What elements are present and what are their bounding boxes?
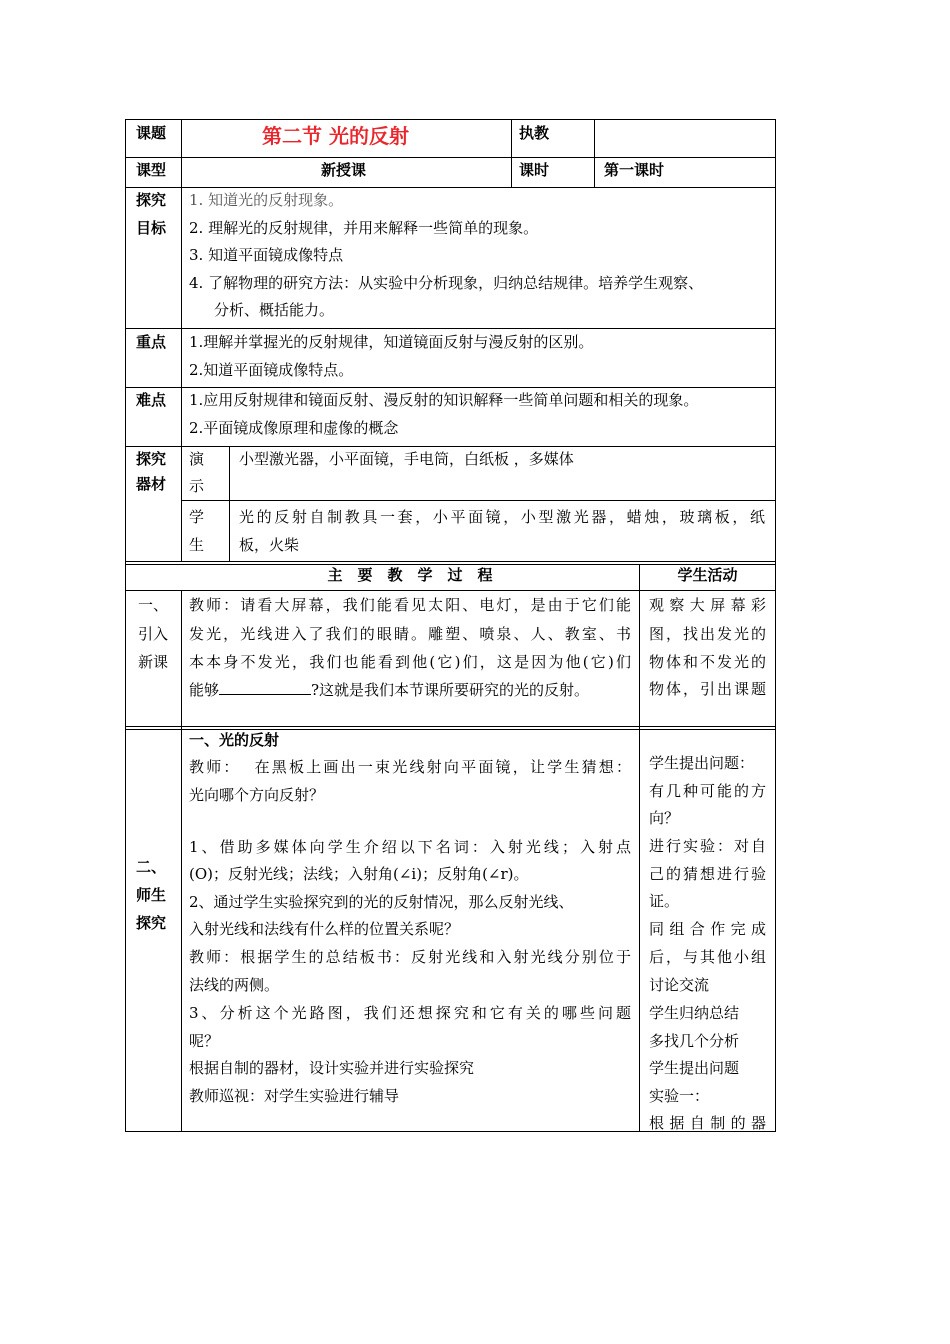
section2-label: 二、 bbox=[136, 858, 167, 876]
key-point-item: 2.知道平面镜成像特点。 bbox=[189, 361, 354, 379]
difficulty-item: 2.平面镜成像原理和虚像的概念 bbox=[189, 419, 399, 437]
table-border bbox=[125, 387, 776, 388]
student-label: 生 bbox=[189, 536, 205, 554]
section1-line: 本本身不发光，我们也能看到他(它)们，这是因为他(它)们 bbox=[189, 653, 631, 671]
section2-activity: 多找几个分析 bbox=[649, 1032, 740, 1050]
teacher-label: 执教 bbox=[519, 124, 550, 142]
table-border bbox=[639, 564, 640, 1131]
difficulty-item: 1.应用反射规律和镜面反射、漫反射的知识解释一些简单问题和相关的现象。 bbox=[189, 391, 699, 409]
demo-label: 演 bbox=[189, 450, 205, 468]
process-header: 主 要 教 学 过 程 bbox=[327, 566, 493, 584]
section2-activity: 学生归纳总结 bbox=[649, 1004, 740, 1022]
section2-activity: 同组合作完成 bbox=[649, 920, 766, 938]
student-materials: 板，火柴 bbox=[239, 536, 300, 554]
section2-line: 教师： 在黑板上画出一束光线射向平面镜，让学生猜想： bbox=[189, 758, 631, 776]
section1-activity: 物体，引出课题 bbox=[649, 680, 766, 698]
goals-label: 探究 bbox=[136, 191, 167, 209]
table-border bbox=[125, 726, 776, 727]
student-label: 学 bbox=[189, 508, 205, 526]
table-border bbox=[125, 187, 776, 188]
section1-label: 新课 bbox=[138, 653, 169, 671]
section1-line bbox=[189, 680, 589, 699]
section2-activity: 学生提出问题 bbox=[649, 1059, 740, 1077]
table-border bbox=[125, 564, 776, 565]
table-border bbox=[775, 119, 776, 1132]
table-border bbox=[125, 157, 776, 158]
table-border bbox=[181, 119, 182, 562]
table-border bbox=[125, 561, 776, 562]
section2-line: 呢？ bbox=[189, 1032, 220, 1050]
section2-activity: 学生提出问题： bbox=[649, 754, 755, 772]
goal-item: 3. 知道平面镜成像特点 bbox=[189, 246, 344, 264]
section1-line-end: ?这就是我们本节课所要研究的光的反射。 bbox=[311, 681, 590, 699]
section2-line: 2、通过学生实验探究到的光的反射情况，那么反射光线、 bbox=[189, 893, 574, 911]
section2-label: 探究 bbox=[136, 914, 167, 932]
materials-label: 器材 bbox=[136, 475, 167, 493]
section1-activity: 观察大屏幕彩 bbox=[649, 596, 766, 614]
section2-activity: 后，与其他小组 bbox=[649, 948, 766, 966]
table-border bbox=[511, 119, 512, 188]
table-border bbox=[125, 446, 776, 447]
table-border bbox=[181, 590, 182, 1131]
difficulties-label: 难点 bbox=[136, 391, 167, 409]
goal-item: 2. 理解光的反射规律，并用来解释一些简单的现象。 bbox=[189, 219, 539, 237]
section2-line: 教师巡视：对学生实验进行辅导 bbox=[189, 1087, 400, 1105]
table-border bbox=[125, 328, 776, 329]
section1-line: 发光，光线进入了我们的眼睛。雕塑、喷泉、人、教室、书 bbox=[189, 625, 631, 643]
section2-line: 教师：根据学生的总结板书：反射光线和入射光线分别位于 bbox=[189, 948, 631, 966]
table-border bbox=[125, 119, 126, 1132]
section1-line-start: 能够 bbox=[189, 681, 220, 699]
section2-activity: 向？ bbox=[649, 809, 680, 827]
demo-label: 示 bbox=[189, 477, 205, 495]
section2-activity: 有几种可能的方 bbox=[649, 782, 766, 800]
period-label: 课时 bbox=[519, 161, 550, 179]
section1-label: 一、 bbox=[138, 596, 169, 614]
section2-line: 法线的两侧。 bbox=[189, 976, 280, 994]
goal-item: 4. 了解物理的研究方法：从实验中分析现象，归纳总结规律。培养学生观察、 bbox=[189, 274, 704, 292]
table-border bbox=[229, 446, 230, 562]
section2-label: 师生 bbox=[136, 886, 167, 904]
section2-line: 1、借助多媒体向学生介绍以下名词：入射光线；入射点 bbox=[189, 838, 631, 856]
key-points-label: 重点 bbox=[136, 333, 167, 351]
table-border bbox=[181, 500, 776, 501]
topic-label: 课题 bbox=[136, 124, 167, 142]
lesson-title: 第二节 光的反射 bbox=[262, 124, 409, 148]
type-value: 新授课 bbox=[321, 161, 367, 179]
section2-line: 3、分析这个光路图，我们还想探究和它有关的哪些问题 bbox=[189, 1004, 631, 1022]
section1-label: 引入 bbox=[138, 625, 169, 643]
goal-item: 1. 知道光的反射现象。 bbox=[189, 191, 344, 209]
section1-line: 教师：请看大屏幕，我们能看见太阳、电灯，是由于它们能 bbox=[189, 596, 631, 614]
table-border bbox=[125, 729, 776, 730]
fill-in-blank bbox=[219, 680, 311, 695]
demo-materials: 小型激光器，小平面镜，手电筒，白纸板 ，多媒体 bbox=[239, 450, 574, 468]
goals-label: 目标 bbox=[136, 219, 167, 237]
activity-header: 学生活动 bbox=[677, 566, 738, 584]
section2-heading: 一、光的反射 bbox=[189, 731, 280, 749]
table-border bbox=[125, 119, 776, 120]
section1-activity: 物体和不发光的 bbox=[649, 653, 766, 671]
section2-line: (O)；反射光线；法线；入射角(∠i)；反射角(∠r)。 bbox=[189, 865, 529, 883]
section2-activity: 进行实验：对自 bbox=[649, 837, 766, 855]
goal-item: 分析、概括能力。 bbox=[214, 301, 335, 319]
section2-line: 根据自制的器材，设计实验并进行实验探究 bbox=[189, 1059, 475, 1077]
section2-activity: 讨论交流 bbox=[649, 976, 710, 994]
period-value: 第一课时 bbox=[604, 161, 665, 179]
table-border bbox=[594, 119, 595, 188]
materials-label: 探究 bbox=[136, 450, 167, 468]
section2-line: 光向哪个方向反射？ bbox=[189, 786, 325, 804]
key-point-item: 1.理解并掌握光的反射规律，知道镜面反射与漫反射的区别。 bbox=[189, 333, 594, 351]
section2-line: 入射光线和法线有什么样的位置关系呢？ bbox=[189, 920, 460, 938]
section2-activity: 根据自制的器 bbox=[649, 1114, 766, 1132]
table-border bbox=[125, 590, 776, 591]
student-materials: 光的反射自制教具一套，小平面镜，小型激光器，蜡烛，玻璃板，纸 bbox=[239, 508, 765, 526]
section2-activity: 己的猜想进行验 bbox=[649, 865, 766, 883]
section2-activity: 实验一： bbox=[649, 1087, 710, 1105]
type-label: 课型 bbox=[136, 161, 167, 179]
section1-activity: 图，找出发光的 bbox=[649, 625, 766, 643]
section2-activity: 证。 bbox=[649, 892, 680, 910]
